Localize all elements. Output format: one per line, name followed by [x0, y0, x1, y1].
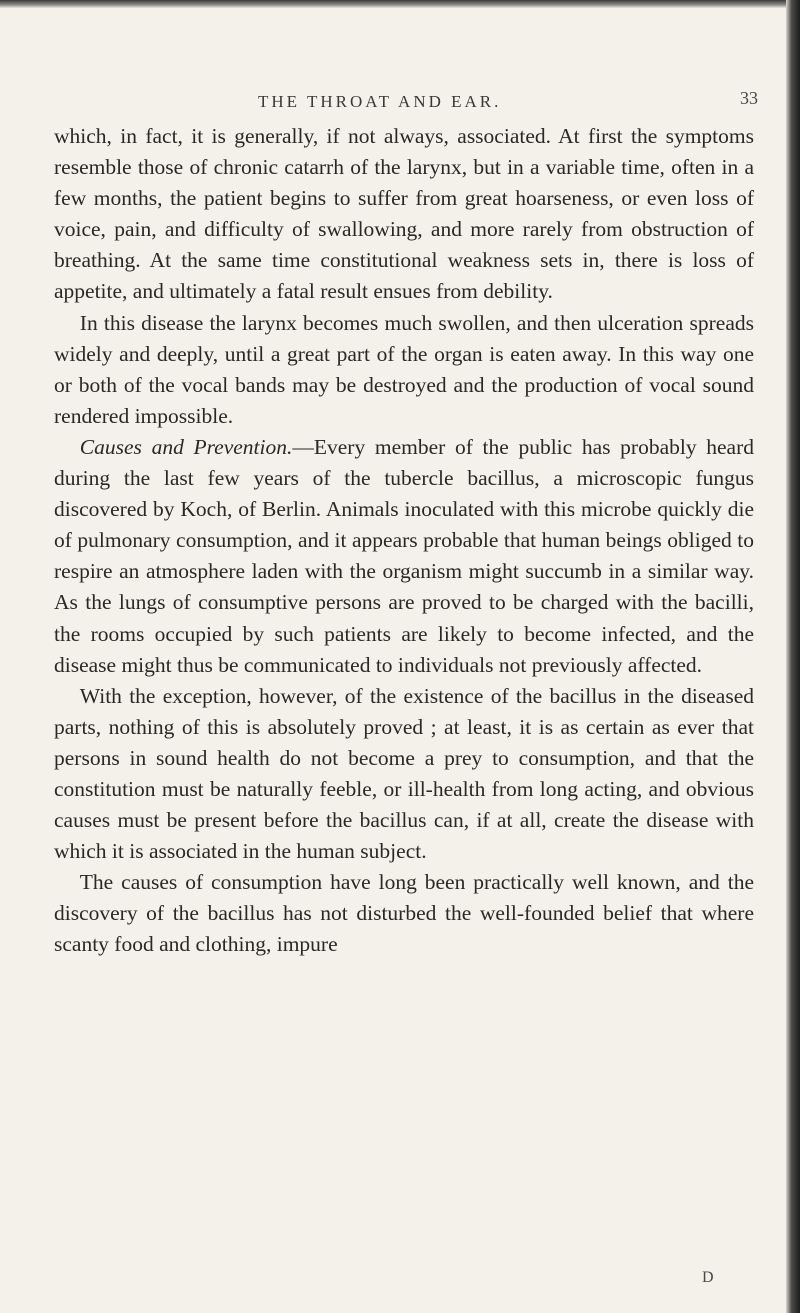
paragraph-larynx-ulceration — [54, 308, 754, 432]
paragraph-text: With the exception, however, of the existence of the bacillus in the diseased parts, nothing of this is absolutely proved ; at least, it is as certain as ever that persons in sound health do not become a prey to consumption, and that the constitution must be naturally feeble, or ill-health from long acting, and obvious causes must be present before the bacillus can, if at all, create the disease with which it is associated in the human subject. — [54, 683, 754, 864]
paragraph-text: The causes of consumption have long been practically well known, and the discovery of the bacillus has not disturbed the well-founded belief that where scanty food and clothing, impure — [54, 870, 754, 957]
page-number: 33 — [740, 88, 758, 108]
signature-mark: D — [702, 1269, 714, 1286]
running-head — [0, 82, 786, 112]
body-text — [54, 121, 754, 961]
paragraph-text: —Every member of the public has probably heard during the last few years of the tubercle bacillus, a microscopic fungus discovered by Koch, of Berlin. Animals inoculated with this microbe quickly die of pulmonary consumption, and it appears probable that human beings obliged to respire an atmosphere laden with the organism might succumb in a similar way. As the lungs of consumptive persons are proved to be charged with the bacilli, the rooms occupied by such patients are likely to become infected, and the disease might thus be communicated to individuals not previously affected. — [54, 434, 754, 677]
paragraph-causes-known — [54, 867, 754, 960]
page-top-edge — [0, 0, 800, 8]
page-right-edge — [786, 0, 800, 1313]
paragraph-continuation — [54, 121, 754, 308]
section-run-in-heading: Causes and Prevention. — [79, 434, 293, 459]
paragraph-causes-prevention — [54, 432, 754, 681]
paragraph-text: In this disease the larynx becomes much swollen, and then ulceration spreads widely and deeply, until a great part of the organ is eaten away. In this way one or both of the vocal bands may be destroyed and the production of vocal sound rendered impossible. — [54, 310, 754, 428]
paragraph-text: which, in fact, it is generally, if not always, associated. At first the symptoms resemble those of chronic catarrh of the larynx, but in a variable time, often in a few months, the patient begins to suffer from great hoarseness, or even loss of voice, pain, and difficulty of swallowing, and more rarely from obstruction of breathing. At the same time constitutional weakness sets in, there is loss of appetite, and ultimately a fatal result ensues from debility. — [54, 124, 754, 304]
paragraph-exception — [54, 681, 754, 868]
running-head-title: THE THROAT AND EAR. — [258, 92, 502, 111]
